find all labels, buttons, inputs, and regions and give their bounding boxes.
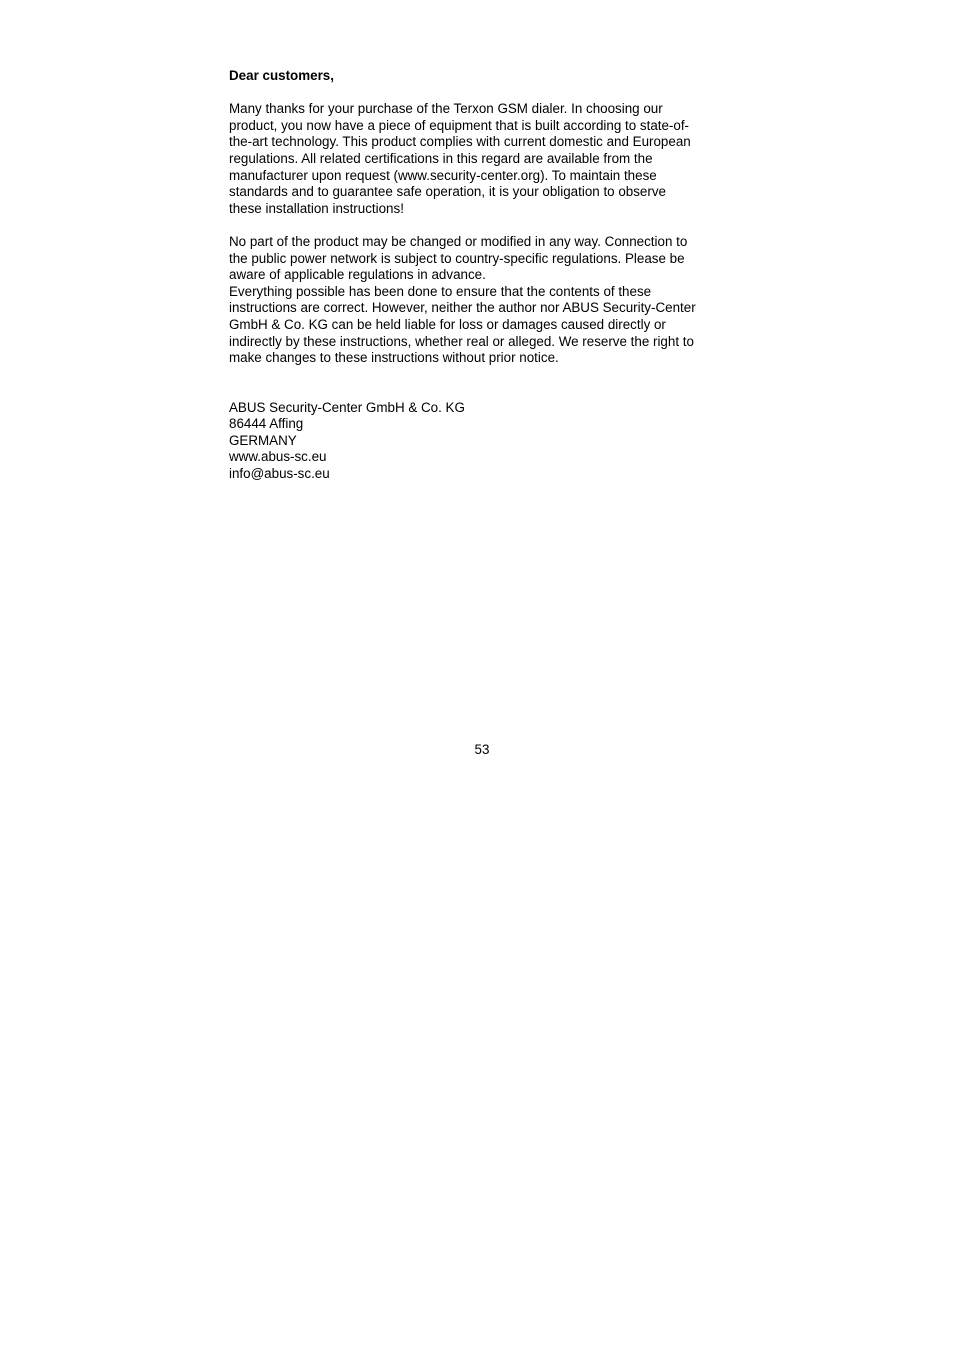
- modification-line: aware of applicable regulations in advance.: [229, 267, 486, 283]
- document-page: [229, 68, 749, 483]
- intro-line: standards and to guarantee safe operation, it is your obligation to observe: [229, 184, 666, 200]
- intro-line: regulations. All related certifications in this regard are available from the: [229, 150, 653, 166]
- company-email: info@abus-sc.eu: [229, 466, 330, 482]
- disclaimer-line: indirectly by these instructions, whether real or alleged. We reserve the right to: [229, 333, 694, 349]
- paragraph-spacer: [229, 367, 749, 400]
- company-address: [229, 400, 749, 483]
- intro-paragraph: [229, 101, 749, 217]
- modification-line: No part of the product may be changed or modified in any way. Connection to: [229, 233, 688, 249]
- disclaimer-line: Everything possible has been done to ensure that the contents of these: [229, 283, 652, 299]
- intro-line: the-art technology. This product complies with current domestic and European: [229, 134, 691, 150]
- disclaimer-paragraph: [229, 284, 749, 367]
- disclaimer-line: make changes to these instructions without prior notice.: [229, 350, 559, 366]
- modification-line: the public power network is subject to country-specific regulations. Please be: [229, 250, 685, 266]
- intro-line: Many thanks for your purchase of the Terxon GSM dialer. In choosing our: [229, 101, 663, 117]
- company-website: www.abus-sc.eu: [229, 449, 327, 465]
- intro-line: product, you now have a piece of equipment that is built according to state-of-: [229, 117, 690, 133]
- company-country: GERMANY: [229, 432, 297, 448]
- disclaimer-line: instructions are correct. However, neither the author nor ABUS Security-Center: [229, 300, 696, 316]
- greeting-heading: Dear customers,: [229, 68, 334, 83]
- disclaimer-line: GmbH & Co. KG can be held liable for loss or damages caused directly or: [229, 316, 666, 332]
- intro-line: manufacturer upon request (www.security-center.org). To maintain these: [229, 167, 657, 183]
- page-number: 53: [474, 742, 490, 757]
- company-name: ABUS Security-Center GmbH & Co. KG: [229, 399, 465, 415]
- company-city: 86444 Affing: [229, 416, 304, 432]
- paragraph-spacer: [229, 217, 749, 234]
- modification-paragraph: [229, 234, 749, 284]
- intro-line: these installation instructions!: [229, 200, 404, 216]
